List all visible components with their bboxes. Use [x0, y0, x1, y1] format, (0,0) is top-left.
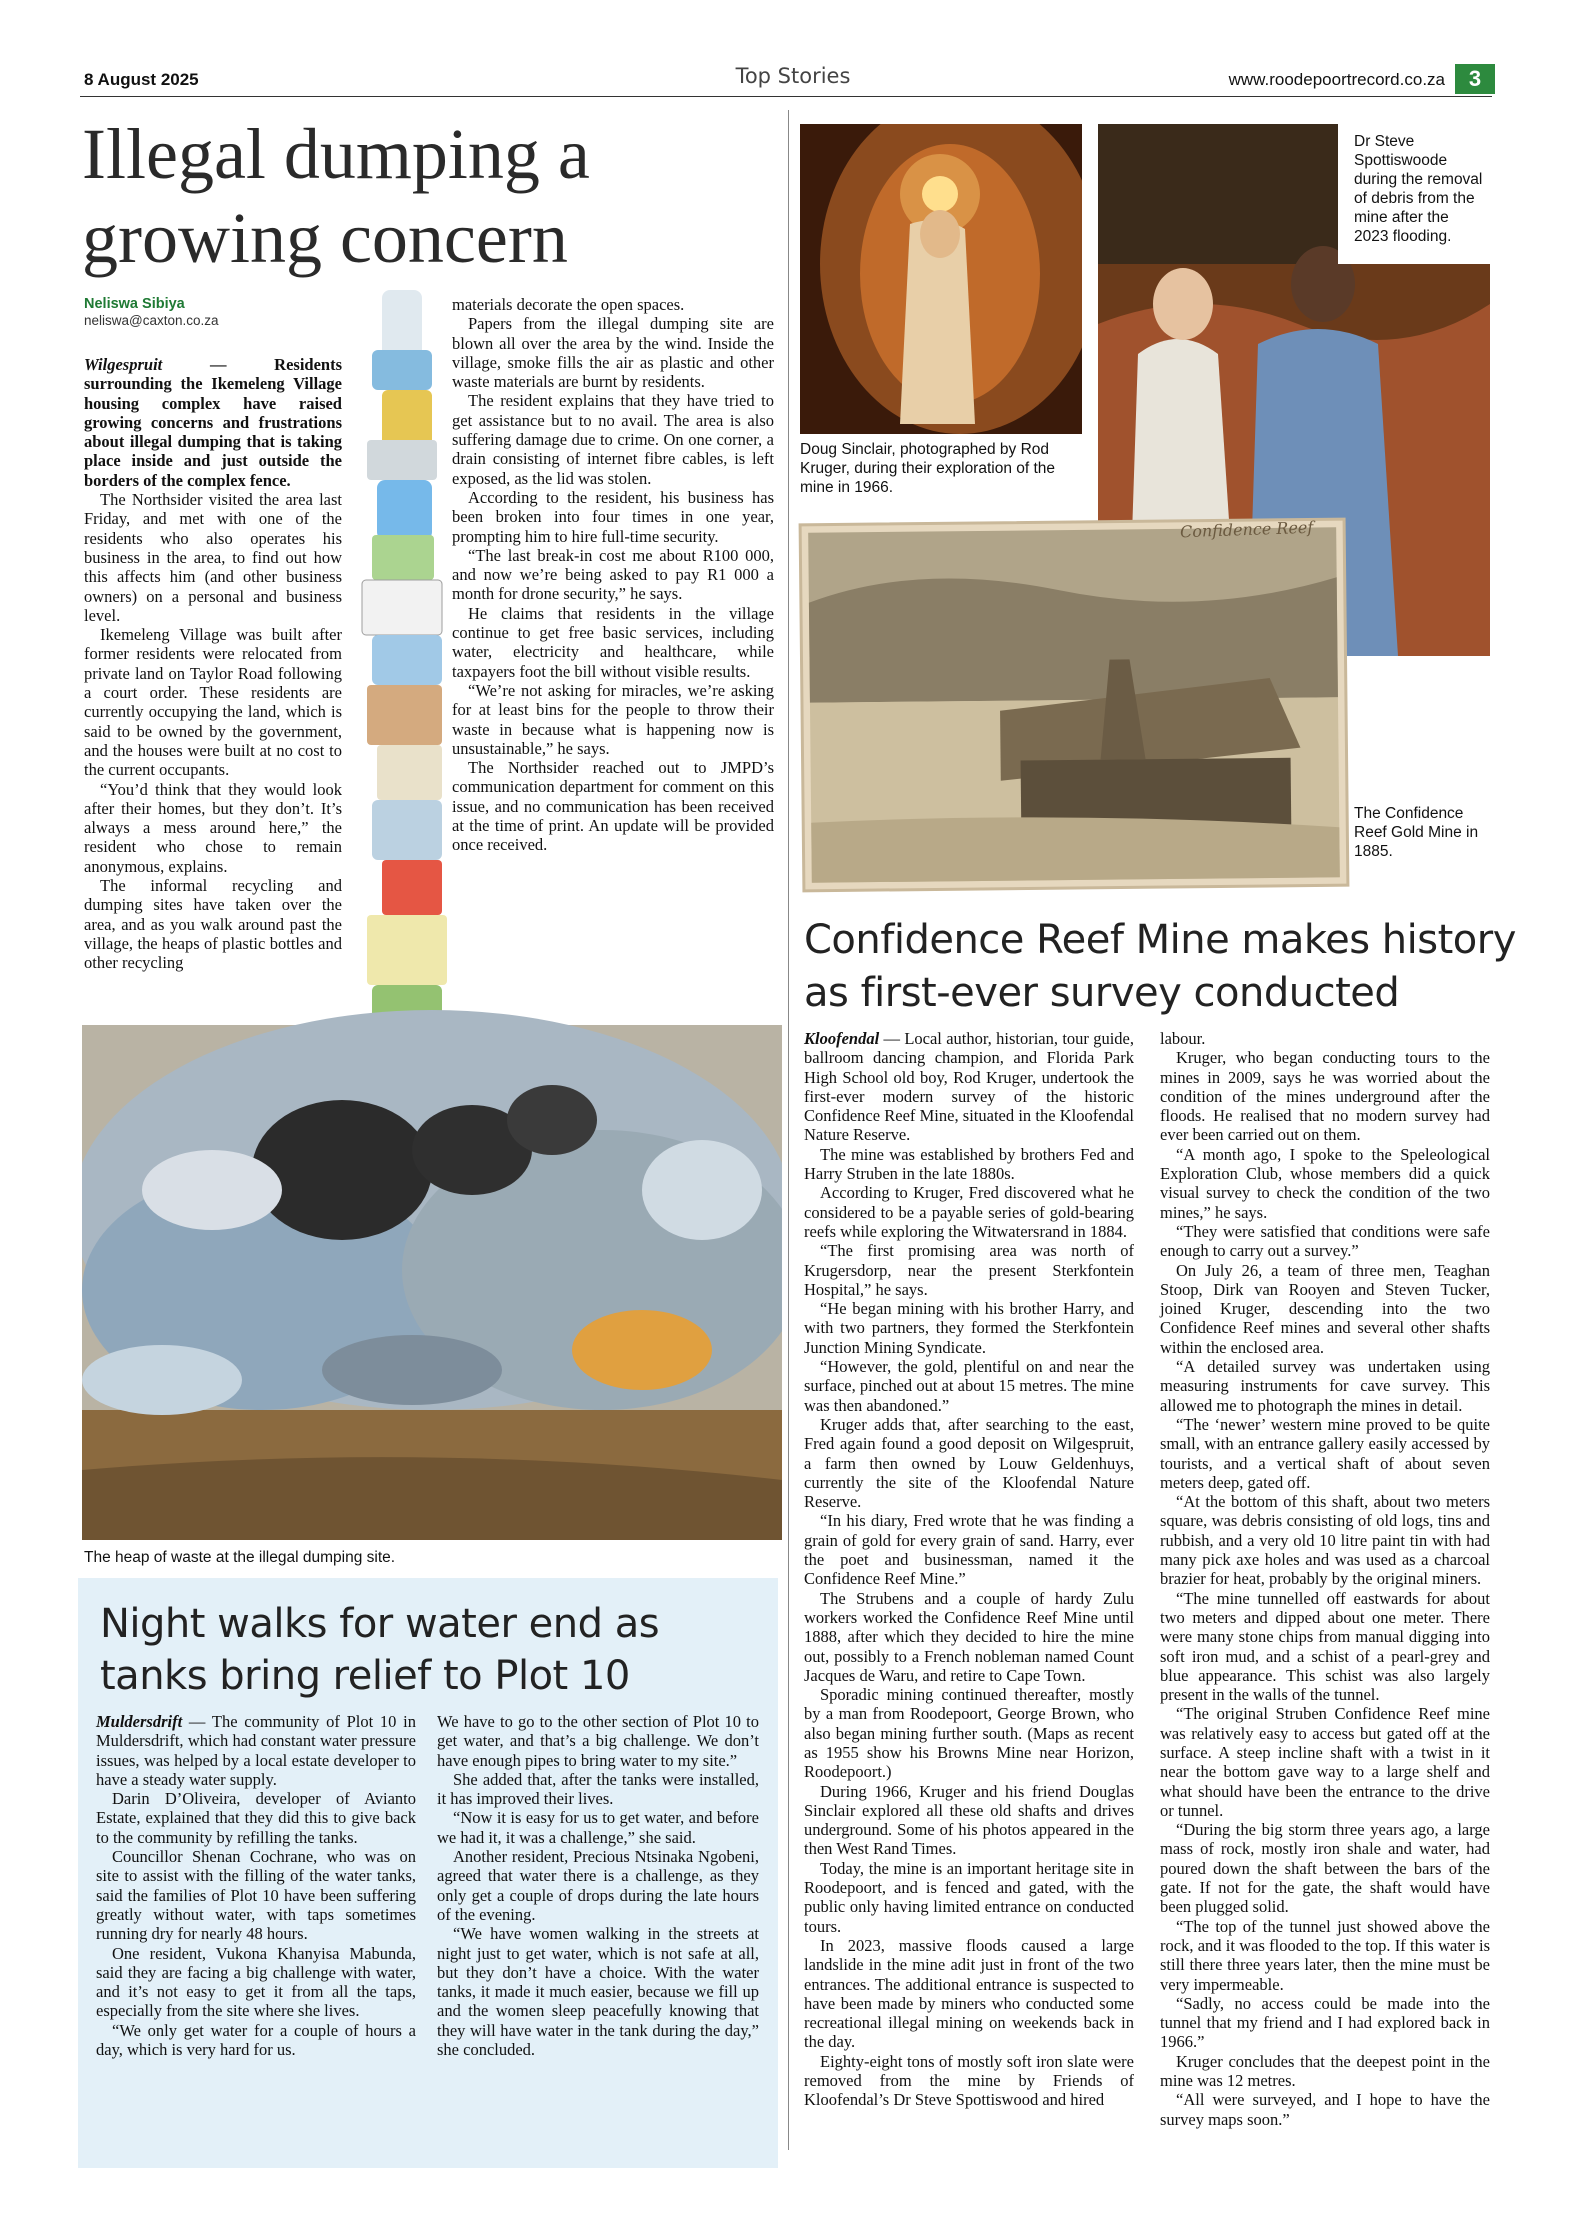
paragraph: On July 26, a team of three men, Teaghan Stoop, Dirk van Rooyen and Steven Tucker, joined Kruger, descending into the two Confidence Reef mines and several other shafts within the enclosed area. — [1160, 1260, 1490, 1357]
paragraph: We have to go to the other section of Plot 10 to get water, and that’s a big challenge. We don’t have enough pipes to bring water to my site.” — [437, 1712, 759, 1770]
story2-column-2 — [437, 1712, 759, 2059]
paragraph: The informal recycling and dumping sites have taken over the area, and as you walk around past the village, the heaps of plastic bottles and other recycling — [84, 876, 342, 973]
photo-caption-spottiswoode: Dr Steve Spottiswoode during the removal of debris from the mine after the 2023 flooding. — [1354, 133, 1483, 245]
photo-doug-sinclair-mine — [800, 124, 1082, 434]
story3-column-1 — [804, 1029, 1134, 2110]
paragraph: “The ‘newer’ western mine proved to be quite small, with an entrance gallery easily accessed by tourists, and a vertical shaft of about seven meters deep, gated off. — [1160, 1414, 1490, 1492]
byline-name: Neliswa Sibiya — [84, 296, 185, 312]
paragraph: “A detailed survey was undertaken using measuring instruments for cave survey. This allowed me to photograph the mines in detail. — [1160, 1357, 1490, 1415]
paragraph: “The first promising area was north of Krugersdorp, near the present Sterkfontein Hospital,” he says. — [804, 1241, 1134, 1299]
section-title: Top Stories — [735, 64, 851, 88]
dateline: Muldersdrift — [96, 1712, 183, 1731]
headline-line: growing concern — [82, 198, 568, 278]
column-divider — [788, 110, 789, 2150]
paragraph: The Strubens and a couple of hardy Zulu workers worked the Confidence Reef Mine until 1888, after which they decided to hire the mine out, possibly to a French nobleman named Count Jacques de Waru, and retire to Cape Town. — [804, 1588, 1134, 1685]
paragraph: “During the big storm three years ago, a large mass of rock, mostly iron shale and water, had poured down the shaft between the bars of the gate. If not for the gate, the shaft would have been plugged solid. — [1160, 1820, 1490, 1917]
paragraph: Papers from the illegal dumping site are blown all over the area by the wind. Inside the village, smoke fills the air as plastic and other waste materials are burnt by residents. — [452, 314, 774, 392]
story3-lead-paragraph: Kloofendal — Local author, historian, tour guide, ballroom dancing champion, and Florida Park High School old boy, Rod Kruger, undertook the first-ever modern survey of the historic Confidence Reef Mine, situated in the Kloofendal Nature Reserve. — [804, 1029, 1134, 1145]
headline-line: Illegal dumping a — [82, 114, 590, 194]
dateline: Kloofendal — [804, 1029, 880, 1048]
paragraph: “The top of the tunnel just showed above the rock, and it was flooded to the top. If this water is still there three years later, then the mine must be very impermeable. — [1160, 1916, 1490, 1994]
paragraph: The Northsider reached out to JMPD’s communication department for comment on this issue, and no communication has been received at the time of print. An update will be provided once received. — [452, 758, 774, 855]
headline-line: tanks bring relief to Plot 10 — [100, 1653, 630, 1699]
byline-email: neliswa@caxton.co.za — [84, 313, 219, 328]
photo-caption-sinclair: Doug Sinclair, photographed by Rod Kruger, during their exploration of the mine in 1966. — [800, 441, 1056, 496]
paragraph: “Sadly, no access could be made into the tunnel that my friend and I had explored back in 1966.” — [1160, 1993, 1490, 2052]
paragraph: labour. — [1160, 1029, 1206, 1048]
story1-lead-paragraph: Wilgespruit — Residents surrounding the Ikemeleng Village housing complex have raised growing concerns and frustrations about illegal dumping that is taking place inside and just outside the borders of the complex fence. — [84, 355, 342, 490]
lead-text: Local author, historian, tour guide, ballroom dancing champion, and Florida Park High School old boy, Rod Kruger, undertook the first-ever modern survey of the historic Confidence Reef Mine, situated in the Kloofendal Nature Reserve. — [804, 1029, 1134, 1145]
story2-lead-paragraph: Muldersdrift — The community of Plot 10 in Muldersdrift, which had constant water pressure issues, was helped by a local estate developer to have a steady water supply. — [96, 1712, 416, 1789]
page-date: 8 August 2025 — [84, 70, 199, 89]
paragraph: Eighty-eight tons of mostly soft iron slate were removed from the mine by Friends of Kloofendal’s Dr Steve Spottiswood and hired — [804, 2051, 1134, 2110]
paragraph: “However, the gold, plentiful on and near the surface, pinched out at about 15 metres. The mine was then abandoned.” — [804, 1357, 1134, 1415]
paragraph: “All were surveyed, and I hope to have the survey maps soon.” — [1160, 2090, 1490, 2129]
headline-illegal-dumping — [82, 112, 590, 280]
paragraph: “The original Struben Confidence Reef mine was relatively easy to access but gated off at the surface. A steep incline shaft with a twist in it near the bottom gave way to a large shelf and what should have been the entrance to the drive or tunnel. — [1160, 1704, 1490, 1820]
story1-column-1 — [84, 355, 342, 973]
paragraph: Kruger adds that, after searching to the east, Fred again found a good deposit on Wilgespruit, a farm then owned by Louw Geldenhuys, currently the site of the Kloofendal Nature Reserve. — [804, 1414, 1134, 1512]
paragraph: During 1966, Kruger and his friend Douglas Sinclair explored all these old shafts and drives underground. Some of his photos appeared in the then West Rand Times. — [804, 1781, 1134, 1859]
paragraph: The resident explains that they have tried to get assistance but to no avail. The area is also suffering damage due to crime. On one corner, a drain consisting of internet fibre cables, is left exposed, as the lid was stolen. — [452, 391, 774, 488]
paragraph: According to the resident, his business has been broken into four times in one year, prompting him to hire full-time security. — [452, 487, 774, 546]
paragraph: “They were satisfied that conditions were safe enough to carry out a survey.” — [1160, 1221, 1490, 1261]
paragraph: “At the bottom of this shaft, about two meters square, was debris consisting of old logs, tins and rubbish, and a very old 10 litre paint tin with had many pick axe holes and was used as a charcoal brazier for heat, probably by the original miners. — [1160, 1492, 1490, 1589]
website-url: www.roodepoortrecord.co.za — [1228, 70, 1445, 89]
paragraph: “In his diary, Fred wrote that he was finding a grain of gold for every grain of sand. Harry, ever the poet and businessman, named it the Confidence Reef Mine.” — [804, 1511, 1134, 1589]
dateline: Wilgespruit — [84, 355, 163, 374]
paragraph: “We have women walking in the streets at night just to get water, which is not safe at all, but they don’t have a choice. With the water tanks, it made it much easier, because we fill up and the women sleep peacefully knowing that they will have water in the tank during the day,” she concluded. — [437, 1924, 759, 2060]
lead-text: The community of Plot 10 in Muldersdrift, which had constant water pressure issues, was helped by a local estate developer to have a steady water supply. — [96, 1712, 416, 1789]
paragraph: “The last break-in cost me about R100 000, and now we’re being asked to pay R1 000 a month for drone security,” he says. — [452, 545, 774, 604]
paragraph: “We only get water for a couple of hours a day, which is very hard for us. — [96, 2020, 416, 2060]
paragraph: Another resident, Precious Ntsinaka Ngobeni, agreed that water there is a challenge, as they only get a couple of drops during the late hours of the evening. — [437, 1847, 759, 1924]
paragraph: materials decorate the open spaces. — [452, 295, 685, 314]
paragraph: Ikemeleng Village was built after former residents were relocated from private land on Taylor Road following a court order. These residents are currently occupying the land, which is said to be owned by the government, and the houses were built at no cost to the current occupants. — [84, 625, 342, 780]
paragraph: “We’re not asking for miracles, we’re asking for at least bins for the people to throw their waste in because what is happening now is unsustainable,” he says. — [452, 680, 774, 758]
paragraph: She added that, after the tanks were installed, it has improved their lives. — [437, 1769, 759, 1809]
headline-line: as first-ever survey conducted — [804, 970, 1400, 1016]
headline-confidence-reef — [804, 914, 1516, 1020]
headline-line: Night walks for water end as — [100, 1601, 660, 1647]
paragraph: “He began mining with his brother Harry, and with two partners, they formed the Sterkfontein Junction Mining Syndicate. — [804, 1299, 1134, 1357]
paragraph: According to Kruger, Fred discovered what he considered to be a payable series of gold-bearing reefs while exploring the Witwatersrand in 1884. — [804, 1183, 1134, 1241]
paragraph: The Northsider visited the area last Friday, and met with one of the residents who also operates his business in the area, to find out how this affects him (and other business owners) on a personal and business level. — [84, 490, 342, 625]
paragraph: Kruger, who began conducting tours to the mines in 2009, says he was worried about the condition of the mines underground after the floods. He realised that no modern survey had ever been carried out on them. — [1160, 1048, 1490, 1145]
story3-column-2 — [1160, 1029, 1490, 2129]
headline-line: Confidence Reef Mine makes history — [804, 917, 1516, 963]
paragraph: “A month ago, I spoke to the Speleological Exploration Club, whose members did a quick visual survey to check the condition of the two mines,” he says. — [1160, 1144, 1490, 1222]
headline-night-walks — [100, 1598, 659, 1702]
header-rule — [80, 96, 1492, 97]
photo-caption-waste: The heap of waste at the illegal dumping site. — [84, 1549, 396, 1566]
paragraph: Sporadic mining continued thereafter, mostly by a man from Roodepoort, George Brown, who also began mining further south. (Maps as recent as 1955 show his Browns Mine near Horizon, Roodepoort.) — [804, 1685, 1134, 1782]
paragraph: Darin D’Oliveira, developer of Avianto Estate, explained that they did this to give back to the community by refilling the tanks. — [96, 1789, 416, 1847]
paragraph: Today, the mine is an important heritage site in Roodepoort, and is fenced and gated, with the public only having limited entrance on conducted tours. — [804, 1858, 1134, 1936]
photo-handwritten-label: Confidence Reef — [1179, 517, 1314, 542]
page-number-badge: 3 — [1455, 64, 1495, 94]
photo-confidence-reef-1885 — [798, 517, 1350, 893]
story1-column-2 — [452, 295, 774, 855]
paragraph: One resident, Vukona Khanyisa Mabunda, said they are facing a big challenge with water, and it’s not easy to get it from all the taps, especially from the site where she lives. — [96, 1943, 416, 2021]
photo-caption-1885: The Confidence Reef Gold Mine in 1885. — [1354, 805, 1479, 860]
paragraph: Kruger concludes that the deepest point in the mine was 12 metres. — [1160, 2051, 1490, 2091]
story2-column-1 — [96, 1712, 416, 2059]
paragraph: “Now it is easy for us to get water, and before we had it, it was a challenge,” she said. — [437, 1808, 759, 1847]
paragraph: He claims that residents in the village continue to get free basic services, including water, electricity and healthcare, while taxpayers foot the bill without visible results. — [452, 603, 774, 681]
paragraph: The mine was established by brothers Fed and Harry Struben in the late 1880s. — [804, 1144, 1134, 1184]
paragraph: Councillor Shenan Cochrane, who was on site to assist with the filling of the water tanks, said the families of Plot 10 have been suffering greatly without water, with taps sometimes running dry for nearly 48 hours. — [96, 1847, 416, 1944]
lead-text: Residents surrounding the Ikemeleng Village housing complex have raised growing concerns and frustrations about illegal dumping that is taking place inside and just outside the borders of the complex fence. — [84, 355, 342, 490]
paragraph: “The mine tunnelled off eastwards for about two meters and dipped about one meter. There were many stone chips from manual digging into soft iron mud, and a schist of a pearl-grey and blue appearance. This schist was also largely present in the walls of the tunnel. — [1160, 1588, 1490, 1705]
paragraph: “You’d think that they would look after their homes, but they don’t. It’s always a mess around here,” the resident who chose to remain anonymous, explains. — [84, 779, 342, 876]
paragraph: In 2023, massive floods caused a large landslide in the mine adit just in front of the two entrances. The additional entrance is suspected to have been made by miners who conducted some recreational illegal mining on weekends back in the day. — [804, 1935, 1134, 2052]
